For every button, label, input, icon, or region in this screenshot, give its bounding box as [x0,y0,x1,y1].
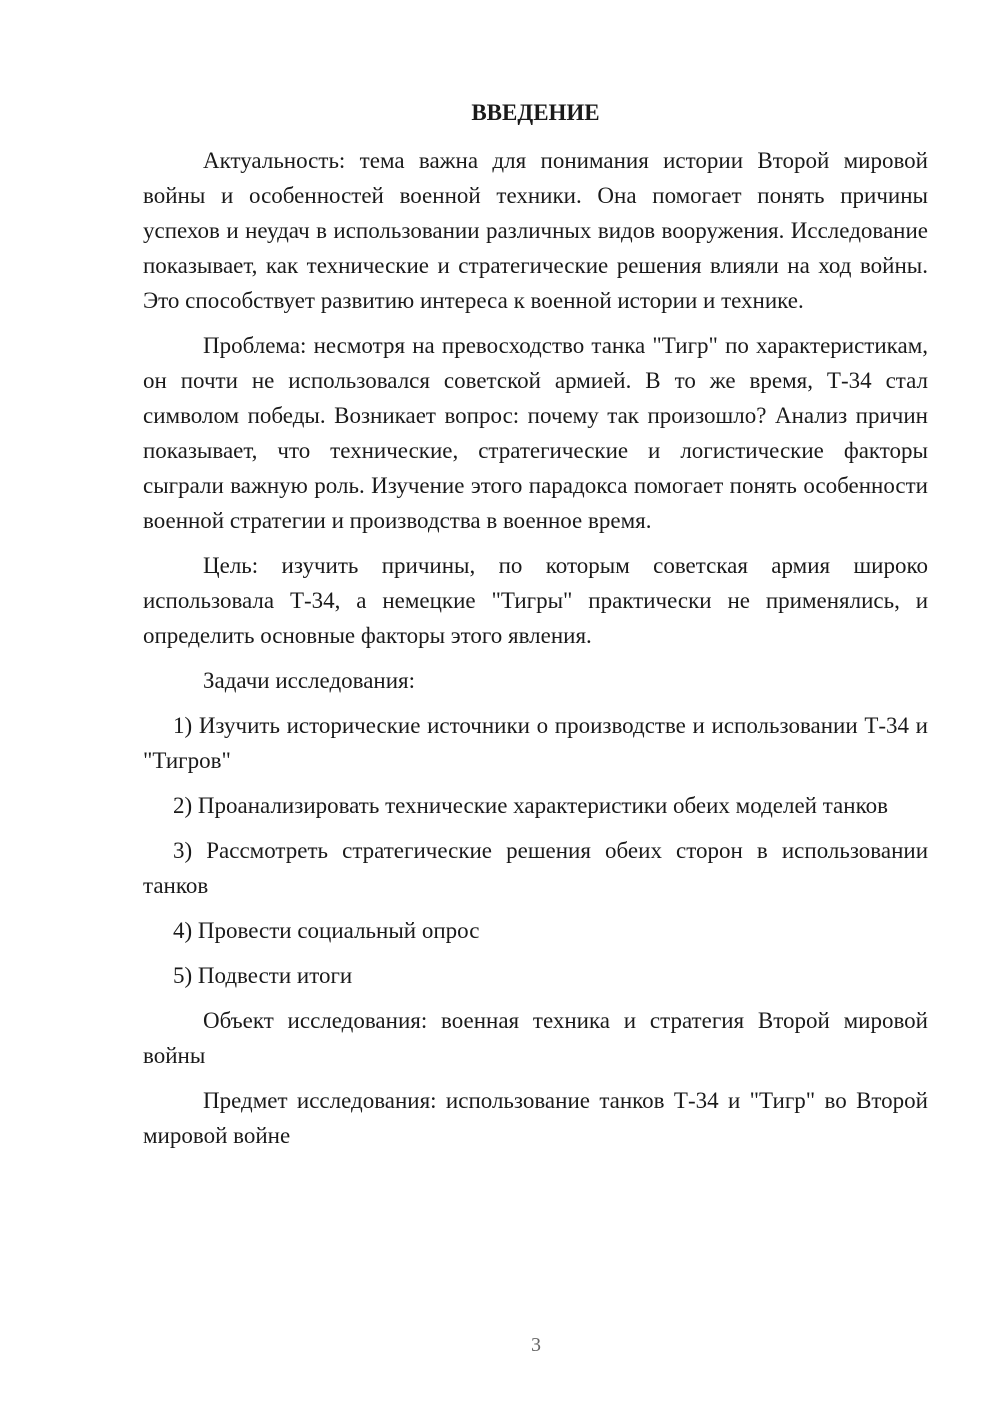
problem-paragraph: Проблема: несмотря на превосходство танка "Тигр" по характеристикам, он почти не использовался советской армией. В то же время, Т-34 стал символом победы. Возникает вопрос: почему так произошло? Анализ причин показывает, что технические, стратегические и логистические факторы сыграли важную роль. Изучение этого парадокса помогает понять особенности военной стратегии и производства в военное время. [143,333,928,533]
page-number: 3 [531,1334,541,1356]
task-item: 4) Провести социальный опрос [173,918,480,943]
goal-paragraph: Цель: изучить причины, по которым советская армия широко использовала Т-34, а немецкие "Тигры" практически не применялись, и определить основные факторы этого явления. [143,553,928,648]
object-paragraph: Объект исследования: военная техника и стратегия Второй мировой войны [143,1008,928,1068]
relevance-paragraph: Актуальность: тема важна для понимания истории Второй мировой войны и особенностей военной техники. Она помогает понять причины успехов и неудач в использовании различных видов вооружения. Исследование показывает, как технические и стратегические решения влияли на ход войны. Это способствует развитию интереса к военной истории и технике. [143,148,928,313]
tasks-heading: Задачи исследования: [203,668,416,693]
task-item: 5) Подвести итоги [173,963,353,988]
subject-paragraph: Предмет исследования: использование танков Т-34 и "Тигр" во Второй мировой войне [143,1088,928,1148]
task-item: 1) Изучить исторические источники о производстве и использовании Т-34 и "Тигров" [143,713,928,773]
task-item: 3) Рассмотреть стратегические решения обеих сторон в использовании танков [143,838,928,898]
page-content [143,95,928,1163]
section-title: ВВЕДЕНИЕ [471,100,600,125]
task-item: 2) Проанализировать технические характеристики обеих моделей танков [173,793,888,818]
